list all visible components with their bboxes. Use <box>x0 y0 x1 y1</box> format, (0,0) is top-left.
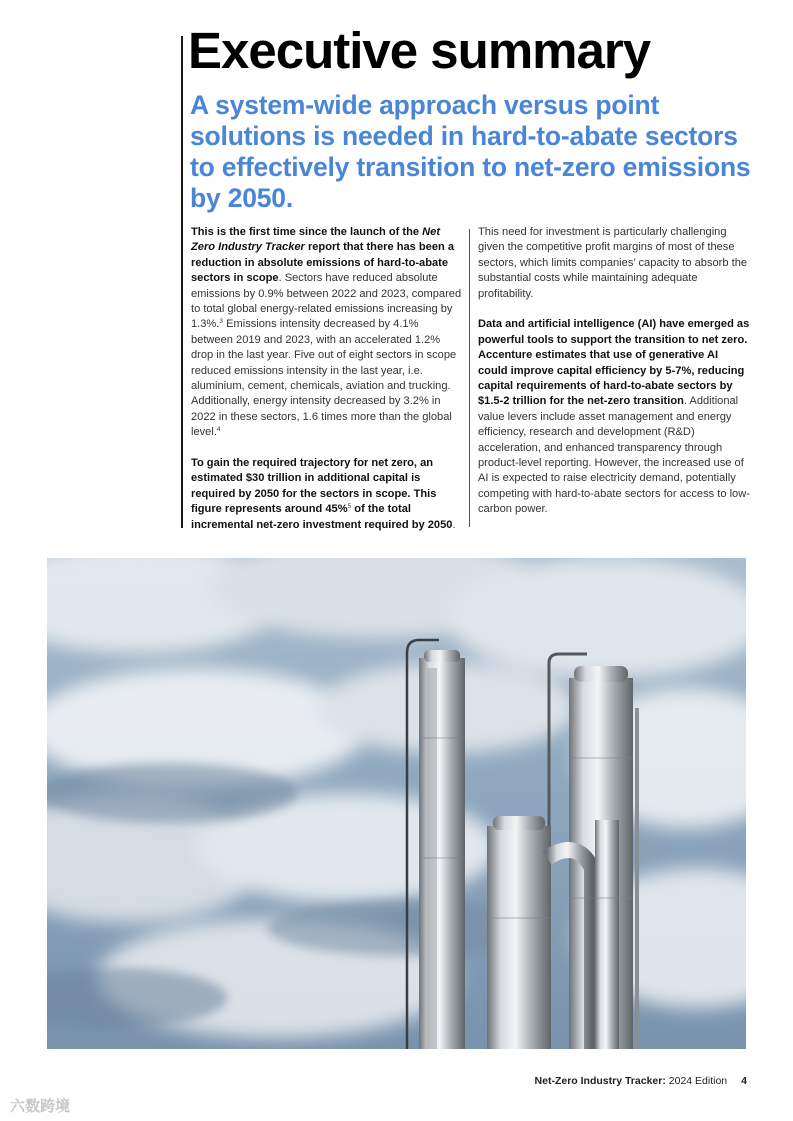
highlight-text: This is the first time since the launch of the <box>191 226 423 238</box>
page-number: 4 <box>741 1075 747 1087</box>
title-accent-bar <box>181 36 183 528</box>
paragraph-data-ai <box>478 317 750 517</box>
right-column <box>478 225 750 533</box>
left-column <box>191 225 463 549</box>
report-name-text: Net Zero Industry Tracker <box>191 226 441 254</box>
body-text: Emissions intensity decreased by 4.1% between 2019 and 2023, with an accelerated 1.2% drop in the last year. Five out of eight sectors in scope reduced emissions intensity in the last year, i.e. aluminium, cement, chemicals, aviation and trucking. Additionally, energy intensity decreased by 3.2% in 2022 in these sectors, 1.6 times more than the global level. <box>191 318 457 439</box>
highlight-text: To gain the required trajectory for net zero, an estimated $30 trillion in additional capital is required by 2050 for the sectors in scope. This figure represents around 45% <box>191 457 437 516</box>
body-text: . <box>452 518 456 531</box>
paragraph-emissions-reduction <box>191 225 463 441</box>
highlight-text: Data and artificial intelligence (AI) have emerged as powerful tools to support the transition to net zero. Accenture estimates that use of generative AI could improve capital efficiency by 5-7%, reducing capital requirements of hard-to-abate sectors by $1.5-2 trillion for the net-zero transition <box>478 318 750 408</box>
footnote-ref: 3 <box>219 318 223 326</box>
footer-edition: 2024 Edition <box>665 1075 728 1087</box>
footnote-ref: 4 <box>216 426 221 434</box>
highlight-text: report that there has been a reduction in absolute emissions of hard-to-abate sectors in scope <box>191 241 455 285</box>
footnote-ref: 5 <box>347 503 352 511</box>
footer-report-name: Net-Zero Industry Tracker: <box>534 1075 666 1087</box>
body-text: . Sectors have reduced absolute emissions by 0.9% between 2022 and 2023, compared to total global energy-related emissions increasing by 1.3%. <box>191 272 462 331</box>
body-text: . Additional value levers include asset management and energy efficiency, research and development (R&D) acceleration, and enhanced transparency through product-level reporting. However, the increased use of AI is expected to raise electricity demand, potentially competing with hard-to-abate sectors for access to low-carbon power. <box>478 395 750 516</box>
page-subtitle: A system-wide approach versus point solutions is needed in hard-to-abate sectors to effectively transition to net-zero emissions by 2050. <box>190 90 751 213</box>
page-title: Executive summary <box>188 22 651 79</box>
industrial-towers-photo <box>47 558 746 1049</box>
page-footer <box>535 1075 747 1087</box>
paragraph-capital-required <box>191 456 463 533</box>
column-divider <box>469 229 470 527</box>
paragraph-investment-challenge: This need for investment is particularly challenging given the competitive profit margins of most of these sectors, which limits companies’ capacity to absorb the substantial costs while maintaining adequate profitability. <box>478 226 748 300</box>
highlight-text: of the total incremental net-zero investment required by 2050 <box>191 503 453 531</box>
watermark: 六数跨境 <box>10 1098 71 1115</box>
